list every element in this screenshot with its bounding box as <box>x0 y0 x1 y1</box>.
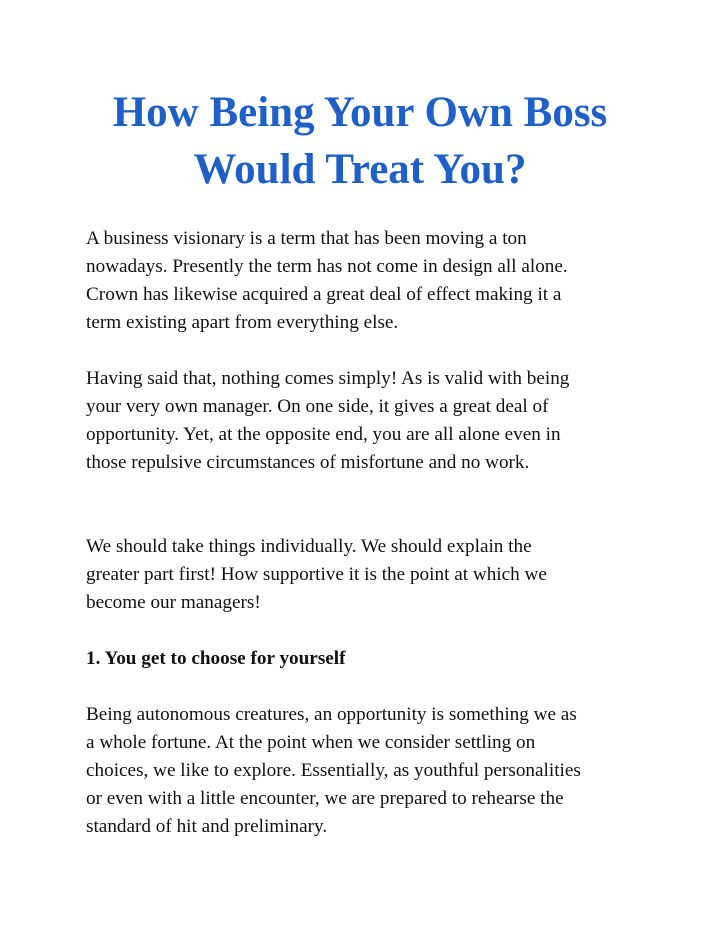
page-title <box>0 84 720 198</box>
text-line: choices, we like to explore. Essentially, as youthful personalities <box>86 760 581 781</box>
title-line: How Being Your Own Boss <box>112 89 608 136</box>
text-line: or even with a little encounter, we are prepared to rehearse the <box>86 788 564 809</box>
text-line: term existing apart from everything else. <box>86 312 399 333</box>
text-line: a whole fortune. At the point when we consider settling on <box>86 732 536 753</box>
text-line: greater part first! How supportive it is the point at which we <box>86 564 547 585</box>
title-line: Would Treat You? <box>193 146 527 193</box>
text-line: your very own manager. On one side, it gives a great deal of <box>86 396 549 417</box>
text-line: Being autonomous creatures, an opportunity is something we as <box>86 704 577 725</box>
paragraph-opportunity <box>86 365 646 477</box>
text-line: standard of hit and preliminary. <box>86 816 328 837</box>
paragraph-autonomous <box>86 701 646 841</box>
text-line: nowadays. Presently the term has not come in design all alone. <box>86 256 568 277</box>
text-line: Having said that, nothing comes simply! As is valid with being <box>86 368 570 389</box>
text-line: opportunity. Yet, at the opposite end, you are all alone even in <box>86 424 561 445</box>
paragraph-intro <box>86 225 646 337</box>
text-line: become our managers! <box>86 592 261 613</box>
text-line: We should take things individually. We should explain the <box>86 536 532 557</box>
paragraph-individually <box>86 533 646 617</box>
section-heading: 1. You get to choose for yourself <box>86 648 346 669</box>
text-line: Crown has likewise acquired a great deal of effect making it a <box>86 284 562 305</box>
text-line: A business visionary is a term that has been moving a ton <box>86 228 527 249</box>
text-line: those repulsive circumstances of misfortune and no work. <box>86 452 530 473</box>
